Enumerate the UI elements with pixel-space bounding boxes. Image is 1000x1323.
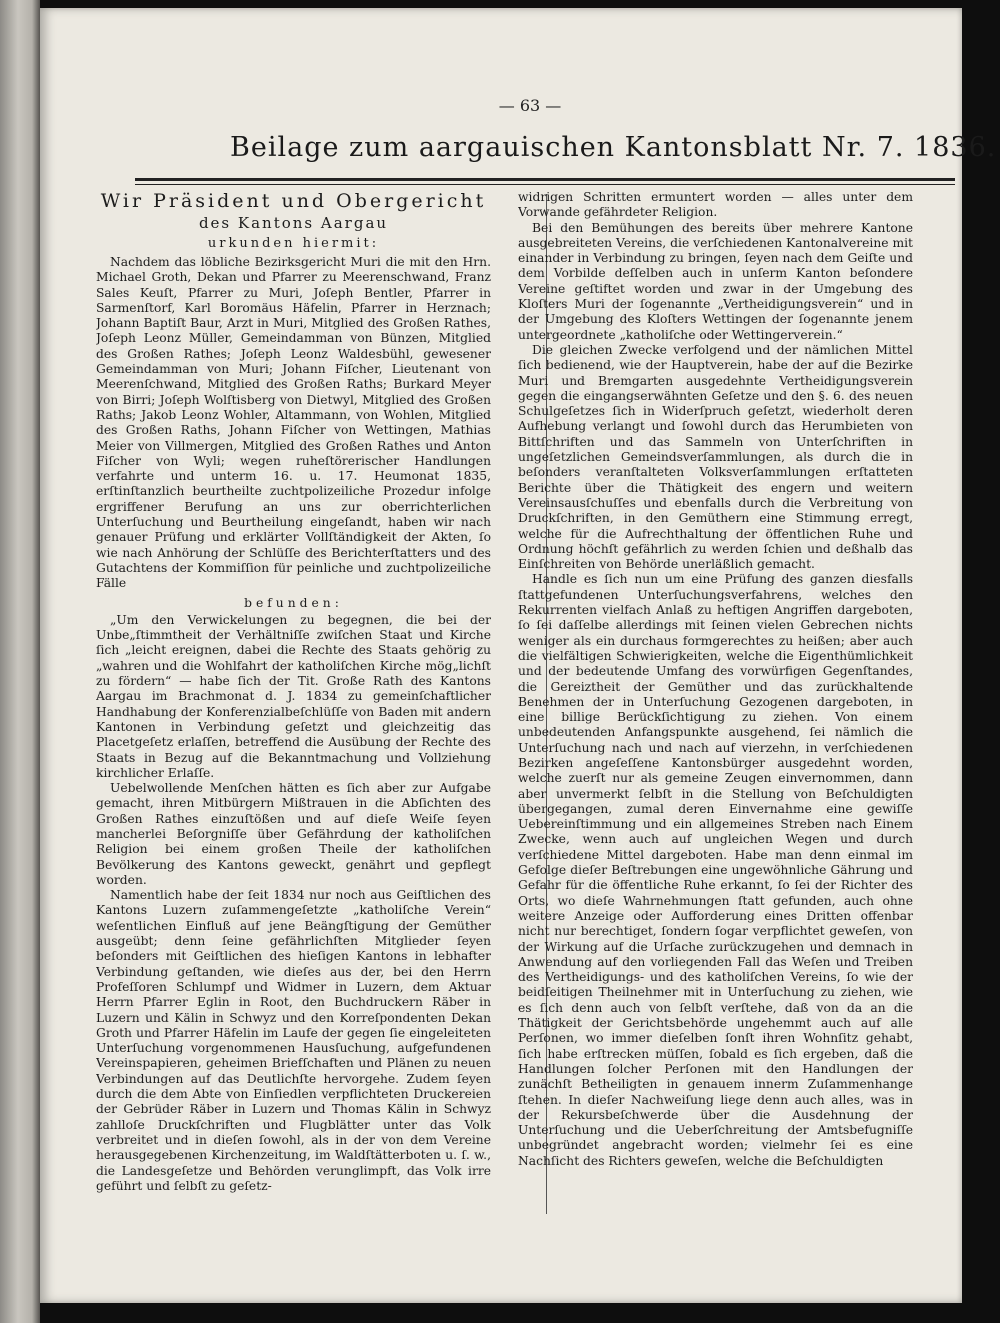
paragraph: „Um den Verwickelungen zu begegnen, die bei der Unbe„ſtimmtheit der Verhältniſſe zwiſchen Staat und Kirche ſich „leicht ereignen, dabei die Rechte des Staats gehörig zu „wahren und die Wohlfahrt der katholiſchen Kirche mög„lichſt zu fördern“ — habe ſich der Tit. Große Rath des Kantons Aargau im Brachmonat d. J. 1834 zu gemeinſchaftlicher Handhabung der Konferenzialbeſchlüſſe von Baden mit andern Kantonen in Verbindung geſetzt und gleichzeitig das Placetgeſetz erlaſſen, betreffend die Ausübung der Rechte des Staats in Bezug auf die Bekanntmachung und Vollziehung kirchlicher Erlaſſe. (96, 612, 491, 780)
decree-heading: Wir Präsident und Obergericht (100, 190, 487, 212)
paragraph: Namentlich habe der ſeit 1834 nur noch aus Geiſtlichen des Kantons Luzern zuſammengeſetzte „katholiſche Verein“ weſentlichen Einfluß auf jene Beängſtigung der Gemüther ausgeübt; denn ſeine gefährlichſten Mitglieder ſeyen beſonders mit Geiſtlichen des hieſigen Kantons in lebhafter Verbindung geſtanden, wie dieſes aus der, bei den Herrn Profeſſoren Schlumpf und Widmer in Luzern, dem Aktuar Herrn Pfarrer Eglin in Root, den Buchdruckern Räber in Luzern und Kälin in Schwyz und den Korreſpondenten Dekan Groth und Pfarrer Häfelin im Laufe der gegen ſie eingeleiteten Unterſuchung vorgenommenen Hausſuchung, aufgefundenen Vereinspapieren, geheimen Briefſchaften und Plänen zu neuen Verbindungen auf das Deutlichſte hervorgehe. Zudem ſeyen durch die dem Abte von Einſiedlen verpflichteten Druckereien der Gebrüder Räber in Luzern und Thomas Kälin in Schwyz zahlloſe Druckſchriften und Flugblätter unter das Volk verbreitet und in dieſen ſowohl, als in der von dem Vereine herausgegebenen Kirchenzeitung, im Waldſtätterboten u. ſ. w., die Landesgeſetze und Behörden verunglimpft, das Volk irre geführt und ſelbſt zu geſetz- (96, 888, 491, 1193)
right-column (518, 190, 913, 1210)
header-rule-thick (135, 178, 955, 181)
page-title: Beilage zum aargauischen Kantonsblatt Nr. 7. 1836. (230, 132, 997, 163)
paragraph: Handle es ſich nun um eine Prüfung des ganzen diesfalls ſtattgefundenen Unterſuchungsverfahrens, welches den Rekurrenten vielfach Anlaß zu heftigen Angriffen dargeboten, ſo ſei daſſelbe allerdings mit ſeinen vielen Gebrechen nichts weniger als ein durchaus formgerechtes zu heißen; aber auch die vielfältigen Schwierigkeiten, welche die Eigenthümlichkeit und der bedeutende Umfang des vorwürfigen Gegenſtandes, die Gereiztheit der Gemüther und das zurückhaltende Benehmen der in Unterſuchung Gezogenen dargeboten, in eine billige Berückſichtigung zu ziehen. Von einem unbedeutenden Anfangspunkte ausgehend, ſei nämlich die Unterſuchung nach und nach auf vierzehn, in verſchiedenen Bezirken angeſeſſene Kantonsbürger ausgedehnt worden, welche zuerſt nur als gemeine Zeugen einvernommen, dann aber unvermerkt ſelbſt in die Stellung von Beſchuldigten übergegangen, zumal deren Einvernahme eine gewiſſe Uebereinſtimmung und ein allgemeines Streben nach Einem Zwecke, wenn auch auf ungleichen Wegen und durch verſchiedene Mittel dargeboten. Habe man denn einmal im Gefolge dieſer Beſtrebungen eine ungewöhnliche Gährung und Gefahr für die öffentliche Ruhe erkannt, ſo ſei der Richter des Orts, wo dieſe Wahrnehmungen ſtatt gefunden, auch ohne weitere Anzeige oder Aufforderung eines Dritten offenbar nicht nur berechtiget, ſondern ſogar verpflichtet geweſen, von der Wirkung auf die Urſache zurückzugehen und demnach in Anwendung auf den vorliegenden Fall das Weſen und Treiben des Vertheidigungs- und des katholiſchen Vereins, ſo wie der beidſeitigen Theilnehmer mit in Unterſuchung zu ziehen, wie es ſich denn auch von ſelbſt verſtehe, daß von da an die Thätigkeit der Gerichtsbehörde ungehemmt auch auf alle Perſonen, wo immer dieſelben ſonſt ihren Wohnſitz gehabt, ſich habe erſtrecken müſſen, ſobald es ſich ergeben, daß die Handlungen ſolcher Perſonen mit den Handlungen der zunächſt Betheiligten in genauem innerm Zuſammenhange ſtehen. In dieſer Nachweiſung liege denn auch alles, was in der Rekursbeſchwerde über die Ausdehnung der Unterſuchung und die Ueberſchreitung der Amtsbefugniſſe unbegründet angebracht worden; vielmehr ſei es eine Nachſicht des Richters geweſen, welche die Beſchuldigten (518, 572, 913, 1168)
page-number: — 63 — (498, 96, 562, 115)
header-rule-thin (135, 184, 955, 185)
decree-subheading: des Kantons Aargau (198, 214, 389, 232)
decree-formula: urkunden hiermit: (207, 236, 380, 251)
paragraph: widrigen Schritten ermuntert worden — alles unter dem Vorwande gefährdeter Religion. (518, 190, 913, 220)
previous-page-edge (0, 0, 40, 1323)
paragraph: Nachdem das löbliche Bezirksgericht Muri die mit den Hrn. Michael Groth, Dekan und Pfarrer zu Meerenschwand, Franz Sales Keuſt, Pfarrer zu Muri, Joſeph Bentler, Pfarrer in Sarmenſtorf, Karl Boromäus Häfelin, Pfarrer in Herznach; Johann Baptiſt Baur, Arzt in Muri, Mitglied des Großen Rathes, Joſeph Leonz Müller, Gemeindamman von Bünzen, Mitglied des Großen Rathes; Joſeph Leonz Waldesbühl, gewesener Gemeindamman von Muri; Johann Fiſcher, Lieutenant von Meerenſchwand, Mitglied des Großen Raths; Burkard Meyer von Birri; Joſeph Wolſtisberg von Dietwyl, Mitglied des Großen Raths; Jakob Leonz Wohler, Altammann, von Wohlen, Mitglied des Großen Raths, Johann Fiſcher von Wettingen, Mathias Meier von Villmergen, Mitglied des Großen Rathes und Anton Fiſcher von Wyli; wegen ruheſtörerischer Handlungen verfahrte und unterm 16. u. 17. Heumonat 1835, erſtinſtanzlich beurtheilte zuchtpolizeiliche Prozedur infolge ergriffener Berufung an uns zur oberrichterlichen Unterſuchung und Beurtheilung eingeſandt, haben wir nach genauer Prüfung und erklärter Vollſtändigkeit der Akten, ſo wie nach Anhörung der Schlüſſe des Berichterſtatters und des Gutachtens der Kommiſſion für peinliche und zuchtpolizeiliche Fälle (96, 255, 491, 591)
paragraph: Die gleichen Zwecke verfolgend und der nämlichen Mittel ſich bedienend, wie der Hauptverein, habe der auf die Bezirke Muri und Bremgarten ausgedehnte Vertheidigungsverein gegen die eingangserwähnten Geſetze und den §. 6. des neuen Schulgeſetzes ſich in Widerſpruch geſetzt, wiederholt deren Aufhebung verlangt und ſowohl durch das Herumbieten von Bittſchriften und das Sammeln von Unterſchriften in ungeſetzlichen Gemeindsverſammlungen, als durch die in beſonders veranſtalteten Volksverſammlungen erſtatteten Berichte über die Thätigkeit des engern und weitern Vereinsausſchuſſes und ebenfalls durch die Verbreitung von Druckſchriften, in den Gemüthern eine Stimmung erregt, welche für die Aufrechthaltung der öffentlichen Ruhe und Ordnung höchſt gefährlich zu werden ſchien und deßhalb das Einſchreiten von Behörde unerläßlich gemacht. (518, 342, 913, 572)
section-heading: befunden: (244, 595, 343, 610)
left-column (96, 190, 491, 1210)
paragraph: Uebelwollende Menſchen hätten es ſich aber zur Aufgabe gemacht, ihren Mitbürgern Mißtrauen in die Abſichten des Großen Rathes einzuſtößen und auf dieſe Weiſe ſeyen mancherlei Beſorgniſſe über Gefährdung der katholiſchen Religion bei einem großen Theile der katholiſchen Bevölkerung des Kantons geweckt, genährt und gepflegt worden. (96, 781, 491, 887)
paragraph: Bei den Bemühungen des bereits über mehrere Kantone ausgebreiteten Vereins, die verſchiedenen Kantonalvereine mit einander in Verbindung zu bringen, ſeyen nach dem Geiſte und dem Vorbilde deſſelben auch in unſerm Kanton beſondere Vereine geſtiftet worden und zwar in der Umgebung des Kloſters Muri der ſogenannte „Vertheidigungsverein“ und in der Umgebung des Kloſters Wettingen der ſogenannte jenem untergeordnete „katholiſche oder Wettingerverein.“ (518, 220, 913, 342)
